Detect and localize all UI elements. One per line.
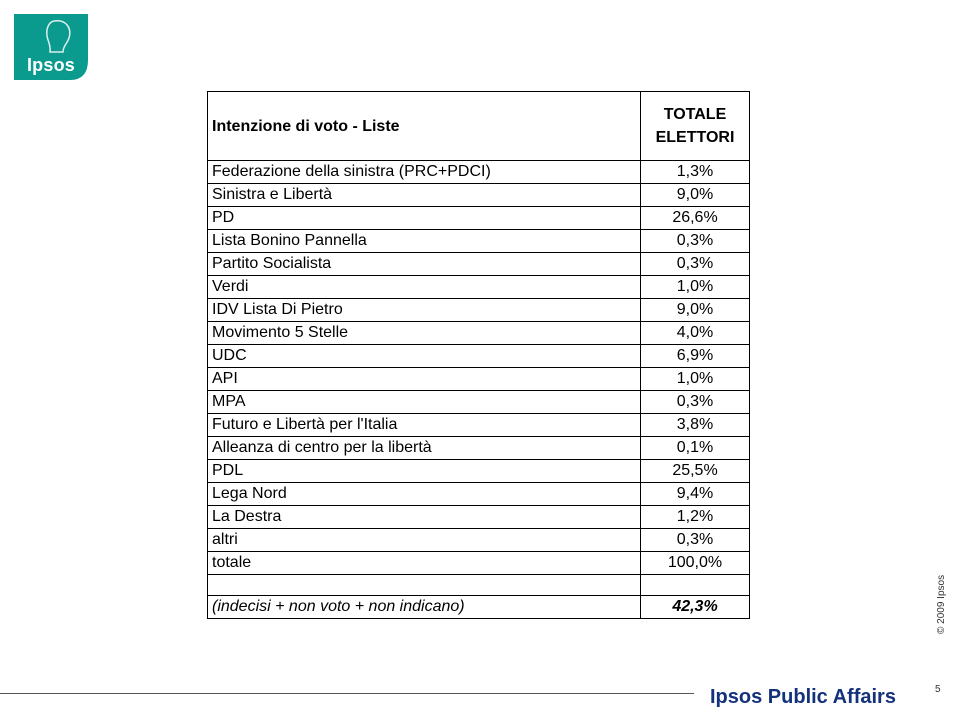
- row-label: Sinistra e Libertà: [208, 184, 641, 207]
- table-row: [208, 230, 750, 253]
- table-row: [208, 322, 750, 345]
- row-value: 26,6%: [641, 207, 750, 230]
- row-label: IDV Lista Di Pietro: [208, 299, 641, 322]
- row-label: totale: [208, 552, 641, 575]
- row-label: La Destra: [208, 506, 641, 529]
- table-row: [208, 253, 750, 276]
- table-row: [208, 276, 750, 299]
- row-value: 100,0%: [641, 552, 750, 575]
- copyright-text: © 2009 Ipsos: [936, 574, 947, 634]
- row-value: 9,0%: [641, 184, 750, 207]
- table-row: [208, 161, 750, 184]
- row-label: PDL: [208, 460, 641, 483]
- row-value: 3,8%: [641, 414, 750, 437]
- row-label: API: [208, 368, 641, 391]
- row-value: 0,3%: [641, 391, 750, 414]
- vote-intention-table: [207, 91, 750, 619]
- spacer-row: [208, 575, 750, 596]
- row-label: altri: [208, 529, 641, 552]
- logo-text: Ipsos: [26, 55, 75, 75]
- row-value: 0,1%: [641, 437, 750, 460]
- row-label: Futuro e Libertà per l'Italia: [208, 414, 641, 437]
- header-value: [641, 92, 750, 161]
- table-row: [208, 391, 750, 414]
- row-label: UDC: [208, 345, 641, 368]
- table-row: [208, 184, 750, 207]
- row-label: Alleanza di centro per la libertà: [208, 437, 641, 460]
- row-value: 25,5%: [641, 460, 750, 483]
- row-value: 6,9%: [641, 345, 750, 368]
- header-label: Intenzione di voto - Liste: [208, 92, 641, 161]
- row-value: 0,3%: [641, 230, 750, 253]
- table-row: [208, 207, 750, 230]
- table-row: [208, 368, 750, 391]
- undecided-value: 42,3%: [641, 596, 750, 619]
- footer-divider: [0, 693, 694, 694]
- row-value: 1,3%: [641, 161, 750, 184]
- page-number: 5: [935, 684, 941, 695]
- footer-brand: Ipsos Public Affairs: [710, 686, 896, 708]
- table-row: [208, 506, 750, 529]
- row-label: MPA: [208, 391, 641, 414]
- row-label: Lega Nord: [208, 483, 641, 506]
- table-row: [208, 345, 750, 368]
- table-row: [208, 414, 750, 437]
- header-value-line2: ELETTORI: [655, 129, 735, 146]
- undecided-label: (indecisi + non voto + non indicano): [208, 596, 641, 619]
- ipsos-logo: [14, 14, 88, 80]
- row-value: 1,0%: [641, 368, 750, 391]
- row-label: Lista Bonino Pannella: [208, 230, 641, 253]
- table-row: [208, 460, 750, 483]
- row-label: PD: [208, 207, 641, 230]
- row-label: Verdi: [208, 276, 641, 299]
- row-label: Partito Socialista: [208, 253, 641, 276]
- table-row: [208, 437, 750, 460]
- undecided-row: [208, 596, 750, 619]
- table-row: [208, 529, 750, 552]
- table-row: [208, 552, 750, 575]
- row-label: Federazione della sinistra (PRC+PDCI): [208, 161, 641, 184]
- table-row: [208, 299, 750, 322]
- spacer-cell: [208, 575, 641, 596]
- row-value: 4,0%: [641, 322, 750, 345]
- table-header-row: [208, 92, 750, 161]
- row-value: 1,0%: [641, 276, 750, 299]
- row-label: Movimento 5 Stelle: [208, 322, 641, 345]
- row-value: 0,3%: [641, 253, 750, 276]
- spacer-cell: [641, 575, 750, 596]
- row-value: 1,2%: [641, 506, 750, 529]
- row-value: 9,0%: [641, 299, 750, 322]
- header-value-line1: TOTALE: [663, 106, 727, 123]
- row-value: 0,3%: [641, 529, 750, 552]
- table-row: [208, 483, 750, 506]
- row-value: 9,4%: [641, 483, 750, 506]
